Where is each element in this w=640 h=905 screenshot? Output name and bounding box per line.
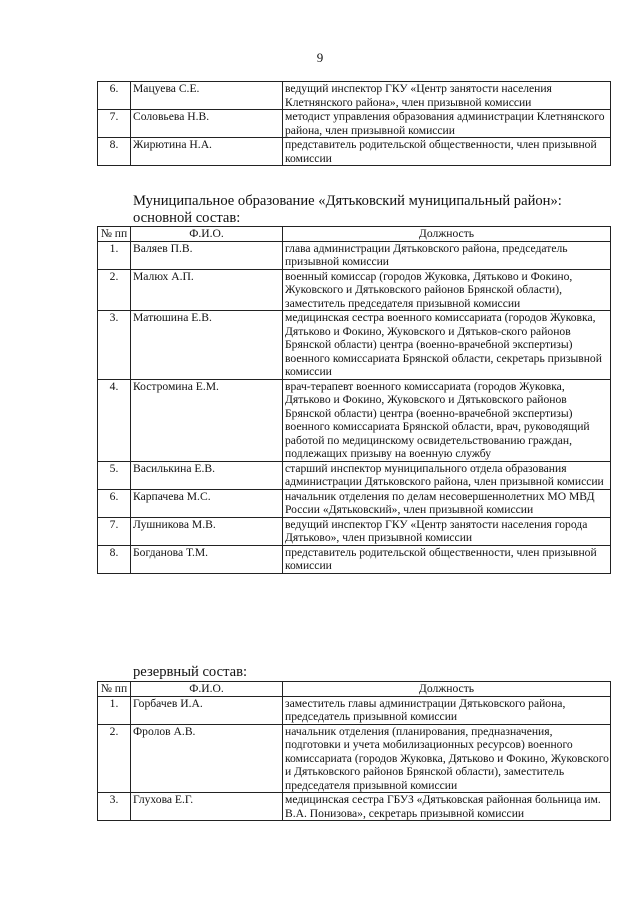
row-number: 8. <box>98 545 131 573</box>
header-number: № пп <box>98 682 131 697</box>
row-name: Горбачев И.А. <box>131 696 283 724</box>
reserve-composition-table <box>97 681 611 821</box>
table-row <box>98 269 611 311</box>
row-name: Глухова Е.Г. <box>131 793 283 821</box>
table-row <box>98 110 611 138</box>
row-position: начальник отделения (планирования, предназначения, подготовки и учета мобилизационных ресурсов) военного комиссариата (городов Жуковка, Дятьково и Фокино, Жуковского и Дятьковского районов Брянской области), заместитель председателя призывной комиссии <box>283 724 611 793</box>
row-number: 6. <box>98 489 131 517</box>
row-position: медицинская сестра военного комиссариата (городов Жуковка, Дятьково и Фокино, Жуковского и Дятьков-ского районов Брянской области) центра (военно-врачебной экспертизы) военного комиссариата Брянской области, секретарь призывной комиссии <box>283 311 611 380</box>
reserve-section-title: резервный состав: <box>133 664 248 680</box>
row-number: 6. <box>98 82 131 110</box>
table-row <box>98 311 611 380</box>
row-position: врач-терапевт военного комиссариата (городов Жуковка, Дятьково и Фокино, Жуковского и Дятьковского районов Брянской области) центра (военно-врачебной экспертизы) военного комиссариата Брянской области, врач, руководящий работой по медицинскому освидетельствованию граждан, подлежащих призыву на военную службу <box>283 379 611 461</box>
row-name: Фролов А.В. <box>131 724 283 793</box>
section-title: Муниципальное образование «Дятьковский муниципальный район»: <box>133 193 562 209</box>
table-row <box>98 724 611 793</box>
row-name: Карпачева М.С. <box>131 489 283 517</box>
header-position: Должность <box>283 227 611 242</box>
header-name: Ф.И.О. <box>131 682 283 697</box>
header-position: Должность <box>283 682 611 697</box>
row-position: военный комиссар (городов Жуковка, Дятьково и Фокино, Жуковского и Дятьковского районов Брянской области), заместитель председателя призывной комиссии <box>283 269 611 311</box>
row-number: 1. <box>98 696 131 724</box>
row-number: 8. <box>98 138 131 166</box>
row-position: старший инспектор муниципального отдела образования администрации Дятьковского района, член призывной комиссии <box>283 461 611 489</box>
row-name: Валяев П.В. <box>131 241 283 269</box>
row-name: Жирютина Н.А. <box>131 138 283 166</box>
table-row <box>98 489 611 517</box>
row-number: 2. <box>98 269 131 311</box>
page-number: 9 <box>316 50 324 65</box>
table-row <box>98 138 611 166</box>
table-row <box>98 545 611 573</box>
row-name: Матюшина Е.В. <box>131 311 283 380</box>
row-number: 2. <box>98 724 131 793</box>
row-number: 3. <box>98 793 131 821</box>
row-number: 7. <box>98 110 131 138</box>
table-header-row <box>98 682 611 697</box>
table-row <box>98 793 611 821</box>
table-row <box>98 379 611 461</box>
row-position: представитель родительской общественности, член призывной комиссии <box>283 545 611 573</box>
row-name: Василькина Е.В. <box>131 461 283 489</box>
header-number: № пп <box>98 227 131 242</box>
table-row <box>98 241 611 269</box>
table-header-row <box>98 227 611 242</box>
table-row <box>98 696 611 724</box>
commission-table-continued <box>97 81 611 166</box>
header-name: Ф.И.О. <box>131 227 283 242</box>
row-name: Соловьева Н.В. <box>131 110 283 138</box>
section-subtitle: основной состав: <box>133 210 241 226</box>
row-position: ведущий инспектор ГКУ «Центр занятости населения Клетнянского района», член призывной комиссии <box>283 82 611 110</box>
row-position: медицинская сестра ГБУЗ «Дятьковская районная больница им. В.А. Понизова», секретарь призывной комиссии <box>283 793 611 821</box>
row-number: 1. <box>98 241 131 269</box>
table-row <box>98 461 611 489</box>
row-position: начальник отделения по делам несовершеннолетних МО МВД России «Дятьковский», член призывной комиссии <box>283 489 611 517</box>
row-position: методист управления образования администрации Клетнянского района, член призывной комиссии <box>283 110 611 138</box>
row-number: 7. <box>98 517 131 545</box>
table-row <box>98 82 611 110</box>
row-name: Малюх А.П. <box>131 269 283 311</box>
row-position: ведущий инспектор ГКУ «Центр занятости населения города Дятьково», член призывной комиссии <box>283 517 611 545</box>
row-number: 3. <box>98 311 131 380</box>
main-composition-table <box>97 226 611 574</box>
row-name: Костромина Е.М. <box>131 379 283 461</box>
table-row <box>98 517 611 545</box>
row-number: 4. <box>98 379 131 461</box>
row-name: Лушникова М.В. <box>131 517 283 545</box>
row-name: Мацуева С.Е. <box>131 82 283 110</box>
row-position: заместитель главы администрации Дятьковского района, председатель призывной комиссии <box>283 696 611 724</box>
row-position: представитель родительской общественности, член призывной комиссии <box>283 138 611 166</box>
row-position: глава администрации Дятьковского района, председатель призывной комиссии <box>283 241 611 269</box>
row-name: Богданова Т.М. <box>131 545 283 573</box>
row-number: 5. <box>98 461 131 489</box>
